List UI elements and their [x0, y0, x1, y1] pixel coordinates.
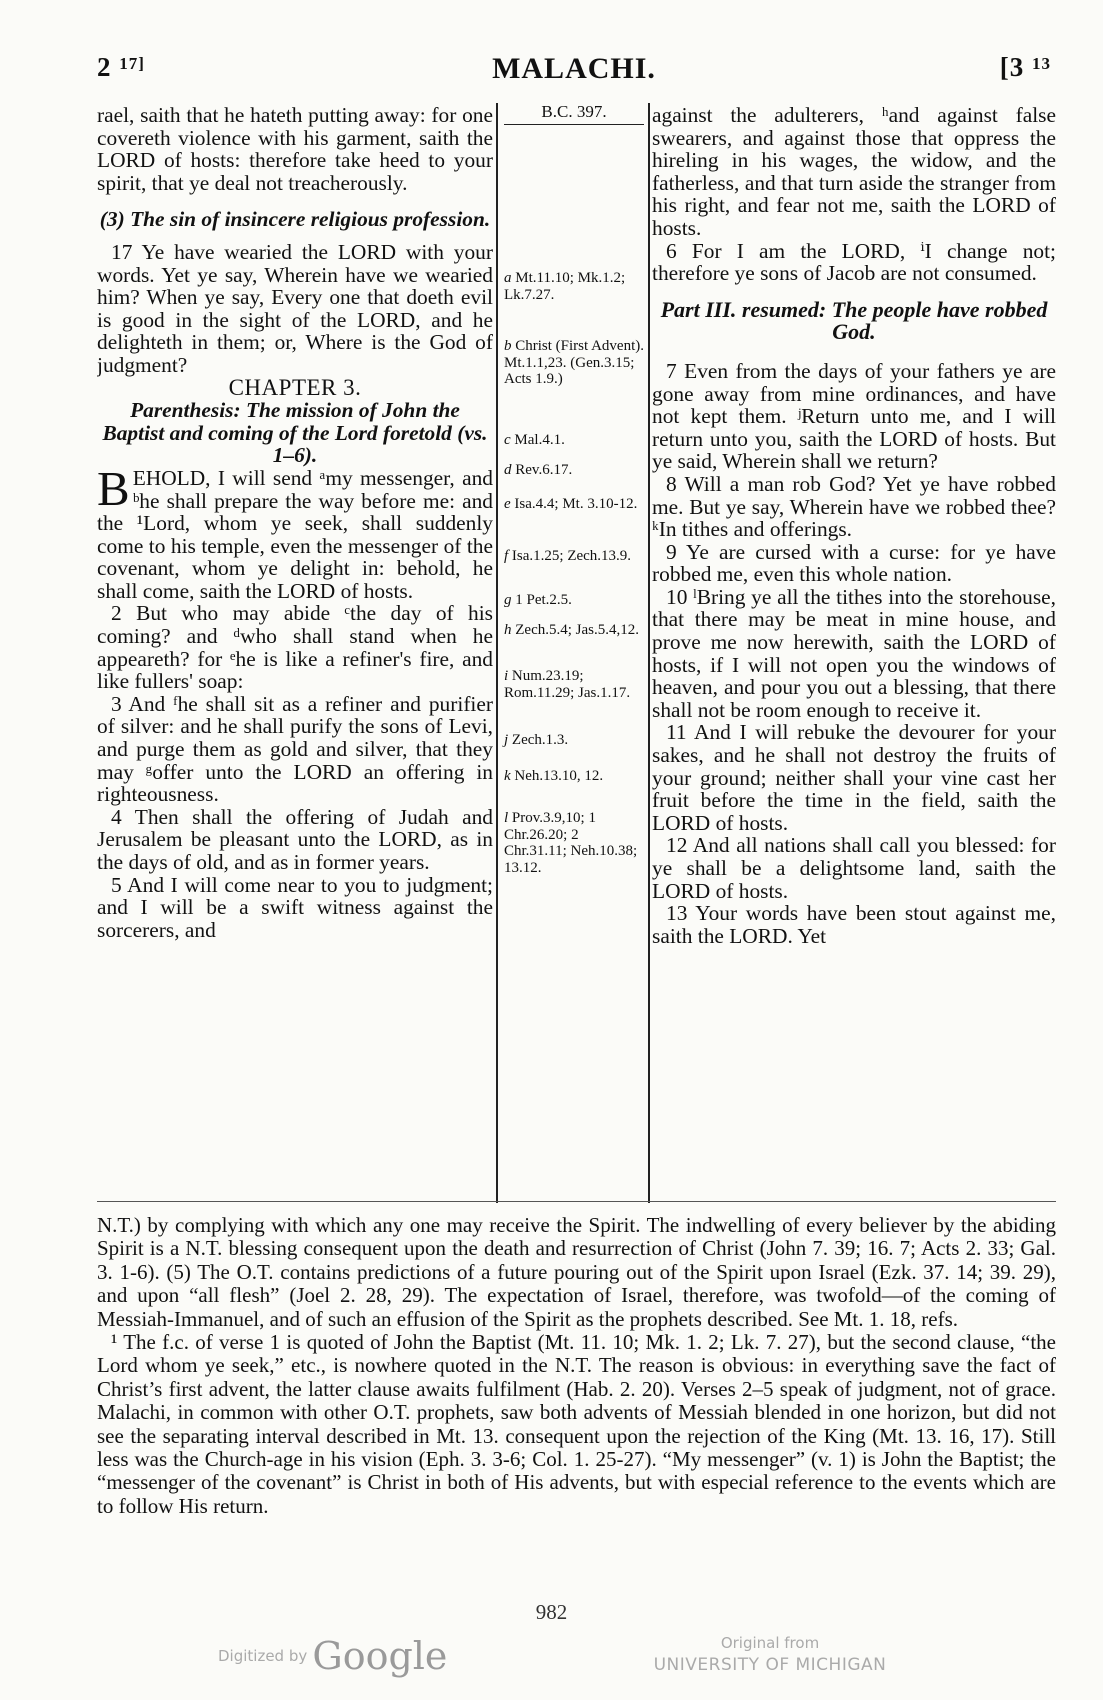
header-right: [3 $^{13}$	[999, 52, 1051, 82]
column-divider-left	[496, 103, 498, 1203]
footnotes	[97, 1214, 1056, 1518]
verse-2-17: 17 Ye have wearied the LORD with your words. Yet ye say, Wherein have we wearied him? When ye say, Every one that doeth evil is good in the sight of the LORD, and he delighteth in them; or, Where is the God of judgment?	[97, 239, 493, 377]
column-divider-right	[648, 103, 650, 1203]
marginal-ref-j: j Zech.1.3.	[504, 732, 569, 748]
verse-3-7: 7 Even from the days of your fathers ye are gone away from mine ordinances, and have not kept them. ʲReturn unto me, and I will return unto you, saith the LORD of hosts. But ye said, Wherein shall we return?	[652, 358, 1056, 474]
verse-3-9: 9 Ye are cursed with a curse: for ye have robbed me, even this whole nation.	[652, 539, 1056, 587]
marginal-ref-g: g 1 Pet.2.5.	[504, 592, 572, 608]
footnote-continuation: N.T.) by complying with which any one may receive the Spirit. The indwelling of every believer by the abiding Spirit is a N.T. blessing consequent upon the death and resurrection of Christ (John 7. 39; 16. 7; Acts 2. 33; Gal. 3. 1-6). (5) The O.T. contains predictions of a future pouring out of the Spirit upon Israel (Ezk. 37. 14; 39. 29), and upon “all flesh” (Joel 2. 28, 29). The expectation of Israel, therefore, was twofold—of the coming of Messiah-Immanuel, and of such an effusion of the Spirit as the prophets described. See Mt. 1. 18, refs.	[97, 1213, 1056, 1331]
reference-column	[504, 104, 644, 1199]
verse-3-3: 3 And ᶠhe shall sit as a refiner and purifier of silver: and he shall purify the sons of Levi, and purge them as gold and silver, that they may ᵍoffer unto the LORD an offering in righteousness.	[97, 691, 493, 807]
header-title: MALACHI.	[492, 52, 656, 85]
verse-3-12: 12 And all nations shall call you blessed: for ye shall be a delightsome land, saith the LORD of hosts.	[652, 833, 1056, 903]
marginal-ref-d: d Rev.6.17.	[504, 462, 573, 478]
marginal-ref-h: h Zech.5.4; Jas.5.4,12.	[504, 622, 639, 638]
left-text-column	[97, 104, 493, 1199]
footnote-rule	[97, 1201, 1056, 1202]
google-logo: Google	[312, 1634, 448, 1678]
part-heading: Part III. resumed: The people have robbed God.	[660, 296, 1048, 345]
digitized-by-watermark: Digitized by Google	[218, 1634, 448, 1678]
verse-3-11: 11 And I will rebuke the devourer for your sakes, and he shall not destroy the fruits of your ground; neither shall your vine cast her fruit before the time in the field, saith the LORD of hosts.	[652, 720, 1056, 835]
marginal-ref-c: c Mal.4.1.	[504, 432, 565, 448]
page-number: 982	[535, 1600, 568, 1624]
verse-3-8: 8 Will a man rob God? Yet ye have robbed me. But ye say, Wherein have we robbed thee? ᵏIn tithes and offerings.	[652, 471, 1056, 542]
header-left: 2 $^{17]}$	[97, 52, 145, 82]
marginal-ref-l: l Prov.3.9,10; 1 Chr.26.20; 2 Chr.31.11; Neh.10.38; 13.12.	[504, 810, 638, 876]
marginal-ref-a: a Mt.11.10; Mk.1.2; Lk.7.27.	[504, 270, 626, 303]
marginal-ref-k: k Neh.13.10, 12.	[504, 768, 604, 784]
chapter-heading: CHAPTER 3.	[228, 374, 362, 400]
parenthesis-heading: Parenthesis: The mission of John the Baptist and coming of the Lord foretold (vs. 1–6).	[102, 398, 488, 468]
verse-continuation-right: against the adulterers, ʰand against false swearers, and against those that oppress the hireling in his wages, the widow, and the fatherless, and that turn aside the stranger from his right, and fear not me, saith the LORD of hosts.	[652, 104, 1056, 240]
marginal-ref-b: b Christ (First Advent). Mt.1.1,23. (Gen.3.15; Acts 1.9.)	[504, 338, 645, 388]
section-heading: (3) The sin of insincere religious profession.	[99, 207, 491, 232]
verse-3-10: 10 ˡBring ye all the tithes into the storehouse, that there may be meat in mine house, and prove me now herewith, saith the LORD of hosts, if I will not open you the windows of heaven, and pour you out a blessing, that there shall not be room enough to receive it.	[652, 584, 1056, 722]
verse-3-13: 13 Your words have been stout against me, saith the LORD. Yet	[652, 901, 1056, 948]
verse-3-6: 6 For I am the LORD, ⁱI change not; therefore ye sons of Jacob are not consumed.	[652, 238, 1056, 286]
verse-3-5: 5 And I will come near to you to judgment; and I will be a swift witness against the sorcerers, and	[97, 872, 493, 942]
marginal-ref-f: f Isa.1.25; Zech.13.9.	[504, 548, 632, 564]
footnote-1: ¹ The f.c. of verse 1 is quoted of John the Baptist (Mt. 11. 10; Mk. 1. 2; Lk. 7. 27), but the second clause, “the Lord whom ye seek,” etc., is nowhere quoted in the N.T. The reason is obvious: in everything save the fact of Christ’s first advent, the latter clause awaits fulfilment (Hab. 2. 20). Verses 2–5 speak of judgment, not of grace. Malachi, in common with other O.T. prophets, saw both advents of Messiah blended in one horizon, but did not see the separating interval described in Mt. 13. consequent upon the rejection of the King (Mt. 13. 16, 17). Still less was the Church-age in his vision (Eph. 3. 3-6; Col. 1. 25-27). “My messenger” (v. 1) is John the Baptist; the “messenger of the covenant” is Christ in both of His advents, but with especial reference to the events which are to follow His return.	[97, 1330, 1056, 1518]
verse-3-4: 4 Then shall the offering of Judah and Jerusalem be pleasant unto the LORD, as in the days of old, and as in former years.	[97, 804, 493, 874]
verse-3-1: BEHOLD, I will send ᵃmy messenger, and ᵇhe shall prepare the way before me: and the ¹Lord, whom ye seek, shall suddenly come to his temple, even the messenger of the covenant, whom ye delight in: behold, he shall come, saith the LORD of hosts.	[97, 460, 493, 603]
verse-continuation: rael, saith that he hateth putting away: for one covereth violence with his garment, saith the LORD of hosts: therefore take heed to your spirit, that ye deal not treacherously.	[97, 104, 493, 195]
drop-cap: B	[97, 460, 130, 516]
original-from-watermark: Original from UNIVERSITY OF MICHIGAN	[653, 1634, 887, 1675]
right-text-column	[652, 104, 1056, 1199]
running-header	[97, 52, 1051, 92]
marginal-ref-e: e Isa.4.4; Mt. 3.10-12.	[504, 496, 638, 512]
marginal-ref-i: i Num.23.19; Rom.11.29; Jas.1.17.	[504, 668, 631, 701]
date-marker: B.C. 397.	[504, 104, 644, 125]
verse-3-2: 2 But who may abide ᶜthe day of his coming? and ᵈwho shall stand when he appeareth? for ᵉhe is like a refiner's fire, and like fullers' soap:	[97, 601, 493, 694]
